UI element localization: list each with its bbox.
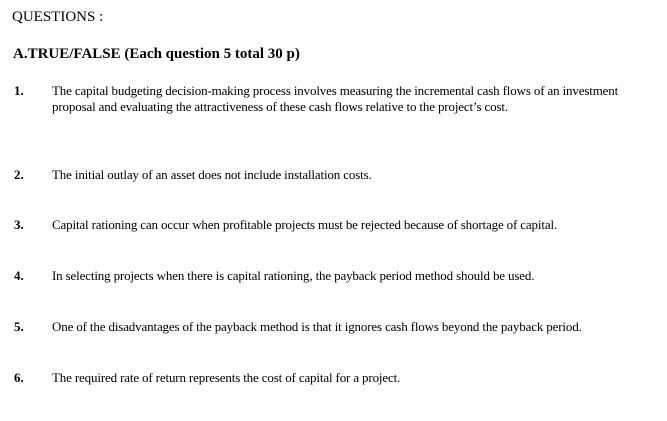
question-number: 5. xyxy=(14,319,24,334)
question-number: 3. xyxy=(14,217,24,232)
questions-heading: QUESTIONS : xyxy=(12,9,104,25)
question-text: Capital rationing can occur when profitable projects must be rejected because of shortage of capital. xyxy=(52,217,558,232)
question-text: One of the disadvantages of the payback method is that it ignores cash flows beyond the payback period. xyxy=(52,319,582,334)
section-title: A.TRUE/FALSE (Each question 5 total 30 p) xyxy=(13,46,300,62)
question-text: In selecting projects when there is capital rationing, the payback period method should be used. xyxy=(52,268,535,283)
question-text: The initial outlay of an asset does not include installation costs. xyxy=(52,167,372,182)
question-number: 1. xyxy=(14,83,24,98)
question-text: The capital budgeting decision-making process involves measuring the incremental cash flows of an investment proposal and evaluating the attractiveness of these cash flows relative to the project’s cost. xyxy=(52,83,619,114)
question-text: The required rate of return represents the cost of capital for a project. xyxy=(52,370,401,385)
question-number: 4. xyxy=(14,268,24,283)
question-number: 6. xyxy=(14,370,24,385)
question-number: 2. xyxy=(14,167,24,182)
